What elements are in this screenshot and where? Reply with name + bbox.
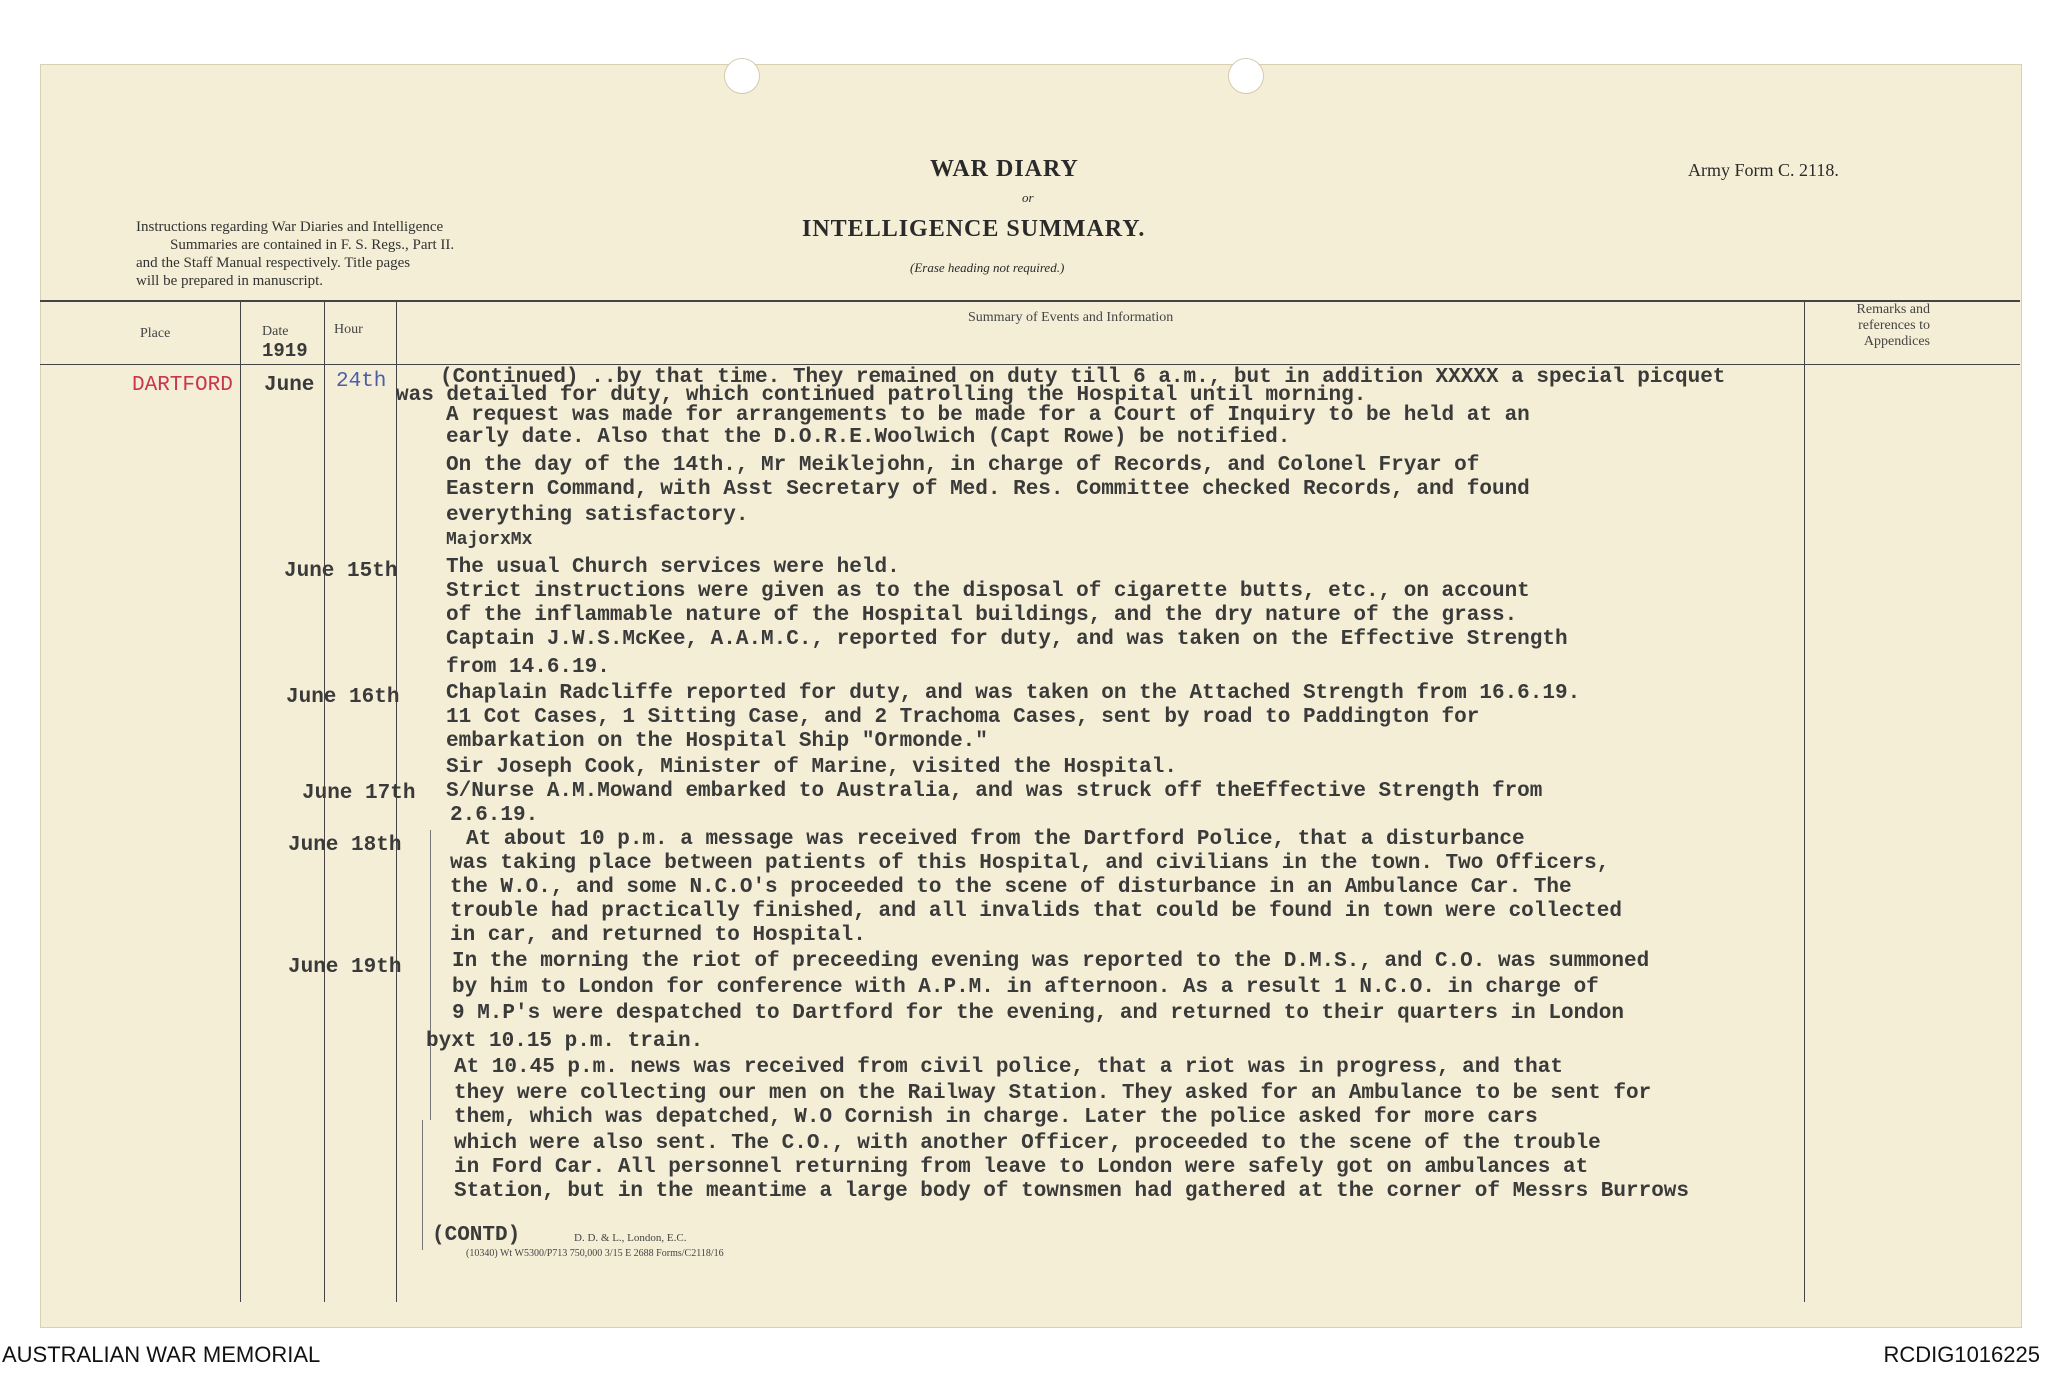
header-rule-bottom [40,364,2020,365]
column-header-hour: Hour [334,322,363,337]
instructions-line: and the Staff Manual respectively. Title pages [136,255,411,271]
diary-line: Chaplain Radcliffe reported for duty, and was taken on the Attached Strength from 16.6.19. [446,682,1581,705]
diary-line: Sir Joseph Cook, Minister of Marine, visited the Hospital. [446,756,1177,779]
army-form-number: Army Form C. 2118. [1688,160,1839,180]
remarks-header-line: Remarks and [1856,302,1930,317]
diary-line: from 14.6.19. [446,656,610,679]
diary-line: 2.6.19. [450,804,539,827]
punch-hole-right [1228,58,1264,94]
diary-line: trouble had practically finished, and all invalids that could be found in town were collected [450,900,1622,923]
column-header-remarks [1830,302,1930,350]
printer-imprint: D. D. & L., London, E.C. [574,1232,687,1244]
diary-line: them, which was depatched, W.O Cornish in charge. Later the police asked for more cars [454,1106,1538,1129]
column-header-place: Place [140,326,171,341]
title-or: or [1022,190,1034,205]
diary-line: (Continued) ..by that time. They remained on duty till 6 a.m., but in addition XXXXX a special picquet [440,366,1726,389]
diary-line: early date. Also that the D.O.R.E.Woolwich (Capt Rowe) be notified. [446,426,1291,449]
instructions-line: Summaries are contained in F. S. Regs., Part II. [170,237,455,253]
diary-line: Eastern Command, with Asst Secretary of Med. Res. Committee checked Records, and found [446,478,1530,501]
diary-line: In the morning the riot of preceeding evening was reported to the D.M.S., and C.O. was summoned [452,950,1650,973]
diary-line: 9 M.P's were despatched to Dartford for the evening, and returned to their quarters in London [452,1002,1624,1025]
diary-line: Captain J.W.S.McKee, A.A.M.C., reported for duty, and was taken on the Effective Strength [446,628,1568,651]
continued-mark: (CONTD) [432,1224,521,1247]
diary-line: everything satisfactory. [446,504,749,527]
printer-form-code: (10340) Wt W5300/P713 750,000 3/15 E 2688 Forms/C2118/16 [466,1248,724,1259]
diary-line: Station, but in the meantime a large body of townsmen had gathered at the corner of Messrs Burrows [454,1180,1690,1203]
date-june-18: June 18th [288,834,402,857]
diary-line: byxt 10.15 p.m. train. [426,1030,704,1053]
diary-line: MajorxMx [446,530,533,550]
diary-line: 11 Cot Cases, 1 Sitting Case, and 2 Trachoma Cases, sent by road to Paddington for [446,706,1480,729]
instructions-line: Instructions regarding War Diaries and Intelligence [136,219,444,235]
column-header-summary: Summary of Events and Information [968,310,1174,325]
place-entry: DARTFORD [132,374,233,397]
instructions-note [136,218,454,290]
diary-line: A request was made for arrangements to be made for a Court of Inquiry to be held at an [446,404,1530,427]
date-june-17: June 17th [302,782,416,805]
diary-line: which were also sent. The C.O., with another Officer, proceeded to the scene of the trouble [454,1132,1601,1155]
title-war-diary: WAR DIARY [930,156,1079,182]
punch-hole-left [724,58,760,94]
diary-line: by him to London for conference with A.P.M. in afternoon. As a result 1 N.C.O. in charge of [452,976,1599,999]
column-header-date: Date [262,324,289,339]
date-june-15: June 15th [284,560,398,583]
diary-line: was taking place between patients of this Hospital, and civilians in the town. Two Officers, [450,852,1610,875]
archive-reference: RCDIG1016225 [1883,1342,2040,1367]
instructions-line: will be prepared in manuscript. [136,273,324,289]
margin-bracket-lower [422,1120,423,1250]
year-entry: 1919 [262,340,308,362]
diary-line: was detailed for duty, which continued patrolling the Hospital until morning. [396,384,1367,407]
date-june-19: June 19th [288,956,402,979]
margin-bracket [430,830,431,1120]
column-divider-remarks [1804,302,1805,1302]
diary-line: At about 10 p.m. a message was received from the Dartford Police, that a disturbance [466,828,1525,851]
remarks-header-line: references to [1858,318,1930,333]
remarks-header-line: Appendices [1863,334,1930,349]
month-entry: June [264,374,315,397]
diary-line: the W.O., and some N.C.O's proceeded to the scene of disturbance in an Ambulance Car. The [450,876,1572,899]
day-entry: 24th [336,370,387,393]
column-divider-place [240,302,241,1302]
diary-line: On the day of the 14th., Mr Meiklejohn, in charge of Records, and Colonel Fryar of [446,454,1480,477]
diary-line: of the inflammable nature of the Hospital buildings, and the dry nature of the grass. [446,604,1518,627]
diary-line: embarkation on the Hospital Ship "Ormonde." [446,730,988,753]
diary-line: in Ford Car. All personnel returning from leave to London were safely got on ambulances at [454,1156,1589,1179]
date-june-16: June 16th [286,686,400,709]
archive-label: AUSTRALIAN WAR MEMORIAL [2,1342,321,1367]
diary-line: in car, and returned to Hospital. [450,924,866,947]
diary-line: S/Nurse A.M.Mowand embarked to Australia, and was struck off theEffective Strength from [446,780,1543,803]
header-rule-top [40,300,2020,302]
diary-line: Strict instructions were given as to the disposal of cigarette butts, etc., on account [446,580,1530,603]
diary-line: they were collecting our men on the Railway Station. They asked for an Ambulance to be sent for [454,1082,1652,1105]
diary-line: The usual Church services were held. [446,556,900,579]
erase-note: (Erase heading not required.) [910,260,1065,275]
diary-line: At 10.45 p.m. news was received from civil police, that a riot was in progress, and that [454,1056,1563,1079]
title-intelligence-summary: INTELLIGENCE SUMMARY. [802,216,1146,242]
